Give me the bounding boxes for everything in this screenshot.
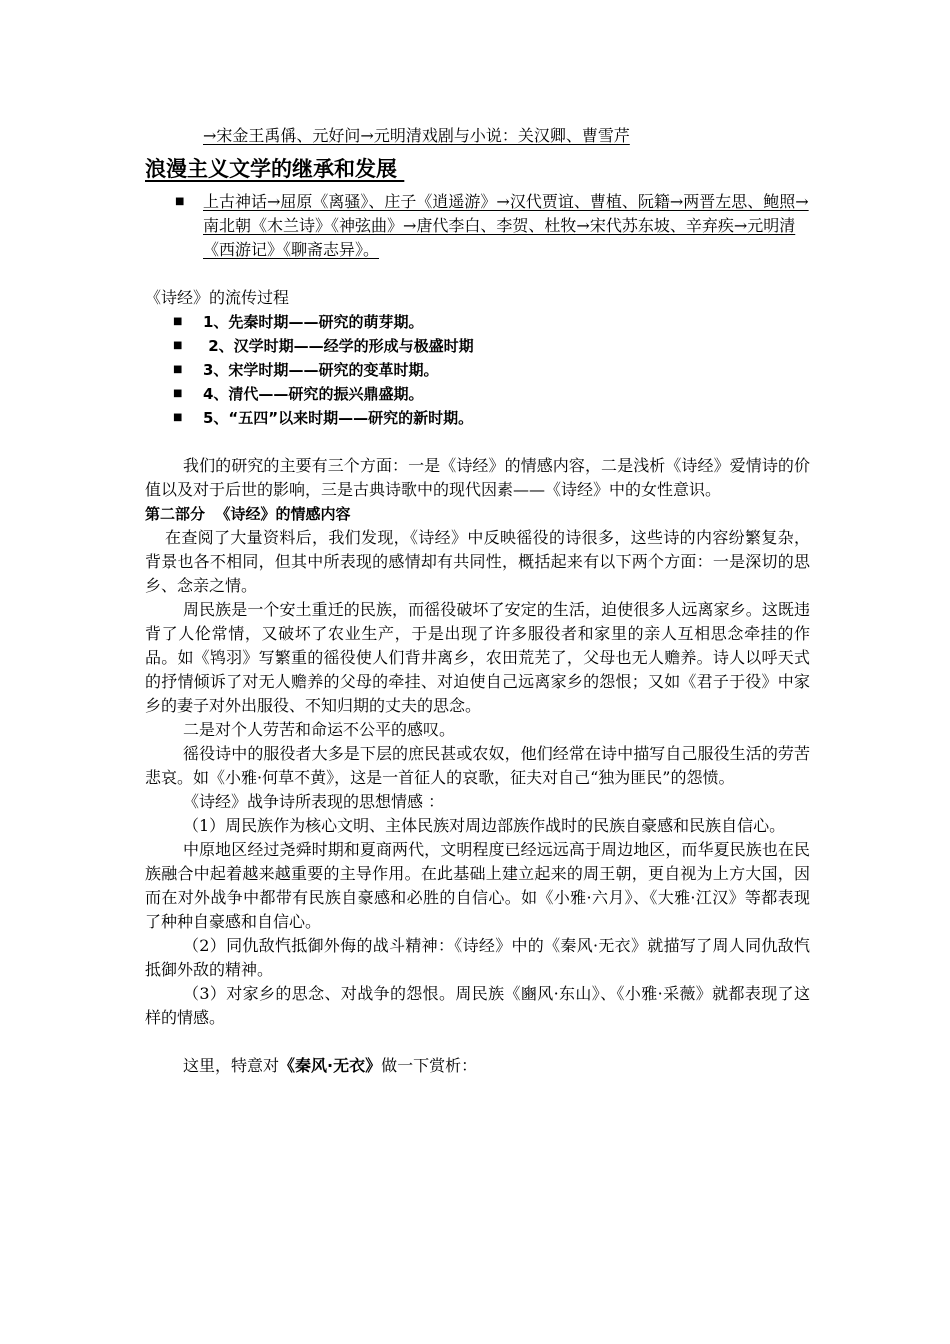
list-item: ■ 1、先秦时期——研究的萌芽期。	[145, 310, 810, 334]
square-bullet-icon: ■	[173, 364, 183, 375]
transmission-stages-list	[145, 310, 810, 430]
transmission-title: 《诗经》的流传过程	[145, 288, 290, 307]
paragraph: （3）对家乡的思念、对战争的怨恨。周民族《豳风·东山》、《小雅·采薇》就都表现了这样的情感。	[145, 984, 810, 1027]
poem-title: 《秦风·无衣》	[279, 1056, 382, 1075]
paragraph: 在查阅了大量资料后，我们发现，《诗经》中反映徭役的诗很多，这些诗的内容纷繁复杂，背景也各不相同，但其中所表现的感情却有共同性，概括起来有以下两个方面：一是深切的思乡、念亲之情。	[145, 528, 810, 595]
square-bullet-icon: ■	[173, 316, 183, 327]
romantic-lineage-text: 上古神话→屈原《离骚》、庄子《逍遥游》→汉代贾谊、曹植、阮籍→两晋左思、鲍照→南北朝《木兰诗》《神弦曲》→唐代李白、李贺、杜牧→宋代苏东坡、辛弃疾→元明清《西游记》《聊斋志异》。	[203, 192, 809, 259]
intro-paragraph: 我们的研究的主要有三个方面：一是《诗经》的情感内容，二是浅析《诗经》爱情诗的价值以及对于后世的影响，三是古典诗歌中的现代因素——《诗经》中的女性意识。	[145, 456, 810, 499]
part2-heading: 第二部分 《诗经》的情感内容	[145, 505, 351, 523]
document-page	[145, 118, 810, 1078]
square-bullet-icon: ■	[173, 340, 183, 351]
classical-lineage-line: →宋金王禹偁、元好问→元明清戏剧与小说：关汉卿、曹雪芹	[203, 126, 630, 145]
paragraph: 中原地区经过尧舜时期和夏商两代，文明程度已经远远高于周边地区，而华夏民族也在民族融合中起着越来越重要的主导作用。在此基础上建立起来的周王朝，更自视为上方大国，因而在对外战争中都带有民族自豪感和必胜的自信心。如《小雅·六月》、《大雅·江汉》等都表现了种种自豪感和自信心。	[145, 840, 810, 931]
square-bullet-icon: ■	[173, 412, 183, 423]
list-item: ■ 2、汉学时期——经学的形成与极盛时期	[145, 334, 810, 358]
paragraph: 徭役诗中的服役者大多是下层的庶民甚或农奴，他们经常在诗中描写自己服役生活的劳苦悲哀。如《小雅·何草不黄》，这是一首征人的哀歌，征夫对自己“独为匪民”的怨愤。	[145, 744, 810, 787]
romantic-heading: 浪漫主义文学的继承和发展	[145, 157, 405, 181]
paragraph: （1）周民族作为核心文明、主体民族对周边部族作战时的民族自豪感和民族自信心。	[183, 816, 786, 835]
spacer	[145, 1030, 810, 1054]
list-item: ■ 3、宋学时期——研究的变革时期。	[145, 358, 810, 382]
paragraph: 二是对个人劳苦和命运不公平的感叹。	[183, 720, 456, 739]
list-item: ■ 4、清代——研究的振兴鼎盛期。	[145, 382, 810, 406]
paragraph: 《诗经》战争诗所表现的思想情感 ：	[183, 792, 445, 811]
romantic-lineage-item	[145, 190, 810, 262]
square-bullet-icon: ■	[175, 196, 185, 207]
paragraph: （2）同仇敌忾抵御外侮的战斗精神：《诗经》中的《秦风·无衣》就描写了周人同仇敌忾抵御外敌的精神。	[145, 936, 810, 979]
appreciation-intro: 这里，特意对《秦风·无衣》做一下赏析：	[183, 1056, 478, 1075]
list-item: ■ 5、“五四”以来时期——研究的新时期。	[145, 406, 810, 430]
square-bullet-icon: ■	[173, 388, 183, 399]
paragraph: 周民族是一个安土重迁的民族，而徭役破坏了安定的生活，迫使很多人远离家乡。这既违背了人伦常情，又破坏了农业生产，于是出现了许多服役者和家里的亲人互相思念牵挂的作品。如《鸨羽》写繁重的徭役使人们背井离乡，农田荒芜了，父母也无人赡养。诗人以呼天式的抒情倾诉了对无人赡养的父母的牵挂、对迫使自己远离家乡的怨恨；又如《君子于役》中家乡的妻子对外出服役、不知归期的丈夫的思念。	[145, 600, 810, 715]
spacer	[145, 430, 810, 454]
